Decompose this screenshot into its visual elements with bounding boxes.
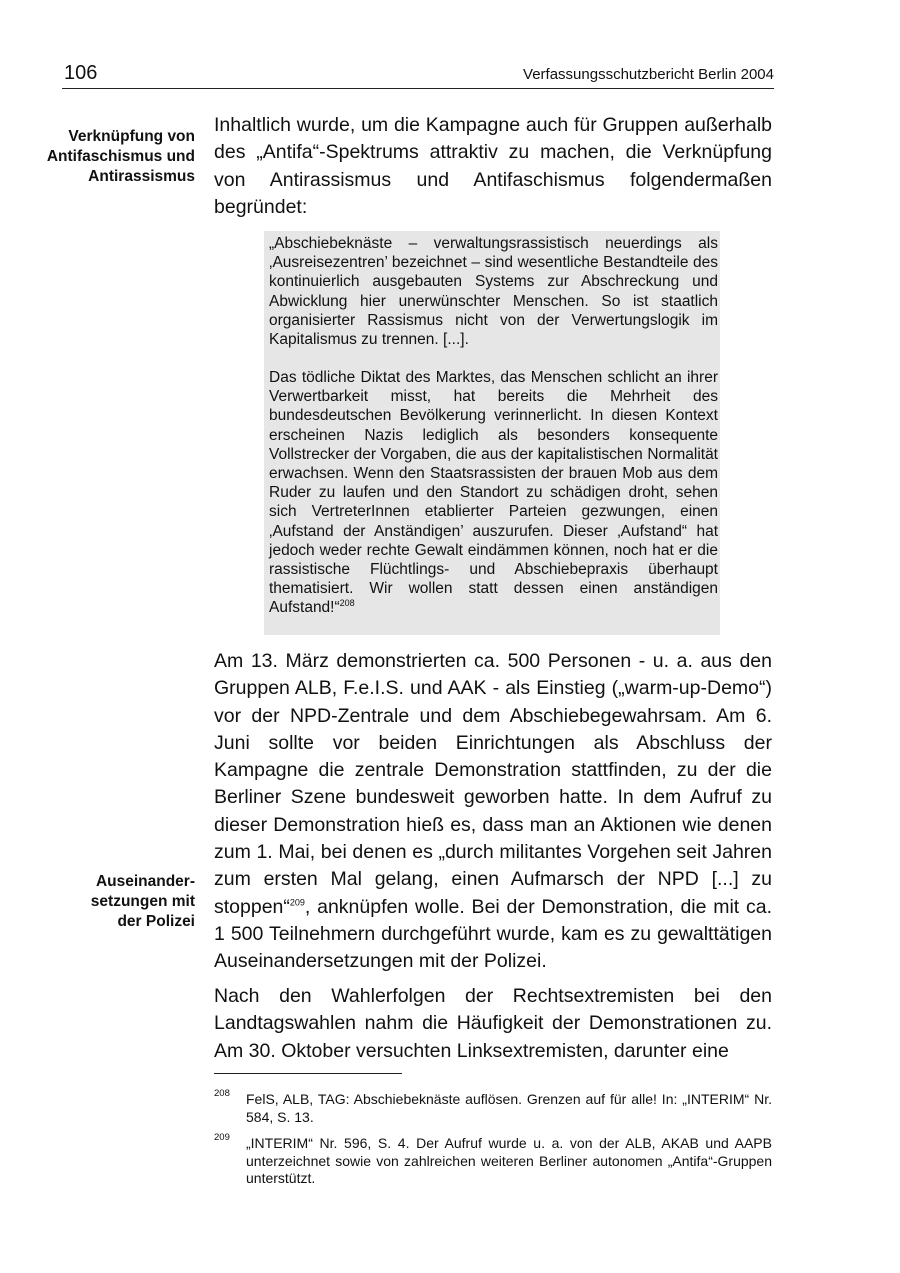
page-number: 106: [64, 62, 98, 84]
footnote-separator: [214, 1073, 402, 1074]
body-paragraph-demonstrations-cont: , anknüpfen wolle. Bei der Demonstration, die mit ca. 1 500 Teilnehmern durchgeführt wurde, kam es zu gewalttätigen Auseinandersetzungen mit der Polizei.: [214, 895, 772, 973]
footnote-number-209: 209: [214, 1132, 230, 1143]
footnote-208: FelS, ALB, TAG: Abschiebeknäste auflösen. Grenzen auf für alle! In: „INTERIM“ Nr. 584, S. 13.: [246, 1091, 772, 1125]
quote-paragraph-2-text: Das tödliche Diktat des Marktes, das Menschen schlicht an ihrer Verwertbarkeit misst, hat bereits die Mehrheit des bundesdeutschen Bevölkerung verinnerlicht. In diesen Kontext erscheinen Nazis lediglich als besonders konsequente Vollstrecker der Vorgaben, die aus der kapitalistischen Normalität erwachsen. Wenn den Staatsrassisten der brauen Mob aus dem Ruder zu laufen und den Standort zu schädigen droht, sehen sich VertreterInnen etablierter Parteien gezwungen, einen ‚Aufstand der Anständigen’ auszurufen. Dieser ‚Aufstand“ hat jedoch weder rechte Gewalt eindämmen können, noch hat er die rassistische Flüchtlings- und Abschiebepraxis überhaupt thematisiert. Wir wollen statt dessen einen anständigen Aufstand!“: [269, 369, 718, 617]
block-quote: [264, 231, 720, 635]
footnote-209: „INTERIM“ Nr. 596, S. 4. Der Aufruf wurde u. a. von der ALB, AKAB und AAPB unterzeichnet sowie von zahlreichen weiteren Berliner autonomen „Antifa“-Gruppen unterstützt.: [246, 1135, 772, 1186]
page-header: [62, 60, 774, 89]
margin-note-polizei: Auseinander- setzungen mit der Polizei: [90, 873, 195, 930]
footnote-ref-209[interactable]: 209: [289, 897, 305, 908]
body-paragraph-wahlerfolge: Nach den Wahlerfolgen der Rechtsextremisten bei den Landtagswahlen nahm die Häufigkeit der Demonstrationen zu. Am 30. Oktober versuchten Linksextremisten, darunter eine: [214, 985, 772, 1062]
body-paragraph-demonstrations: [214, 648, 772, 976]
quote-paragraph-1: „Abschiebeknäste – verwaltungsrassistisch neuerdings als ‚Ausreisezentren’ bezeichnet – sind wesentliche Bestandteile des kontinuierlich ausgebauten Systems zur Abschreckung und Abwicklung hier unerwünschter Menschen. So ist staatlich organisierter Rassismus nicht von der Verwertungslogik im Kapitalismus zu trennen. [...].: [269, 235, 718, 349]
footnote-number-208: 208: [214, 1088, 230, 1099]
running-title: Verfassungsschutzbericht Berlin 2004: [523, 66, 774, 83]
intro-paragraph: Inhaltlich wurde, um die Kampagne auch für Gruppen außerhalb des „Antifa“-Spektrums attraktiv zu machen, die Verknüpfung von Antirassismus und Antifaschismus folgendermaßen begründet:: [214, 114, 772, 218]
footnote-ref-208[interactable]: 208: [339, 598, 355, 609]
margin-note-antifa-antirassismus: Verknüpfung von Antifaschismus und Antirassismus: [46, 128, 195, 185]
quote-paragraph-2: [269, 368, 718, 618]
body-paragraph-demonstrations-text: Am 13. März demonstrierten ca. 500 Personen - u. a. aus den Gruppen ALB, F.e.I.S. und AAK - als Einstieg („warm-up-Demo“) vor der NPD-Zentrale und dem Abschiebegewahrsam. Am 6. Juni sollte vor beiden Einrichtungen als Abschluss der Kampagne die zentrale Demonstration stattfinden, zu der die Berliner Szene bundesweit geworben hatte. In dem Aufruf zu dieser Demonstration hieß es, dass man an Aktionen wie denen zum 1. Mai, bei denen es „durch militantes Vorgehen seit Jahren zum ersten Mal gelang, einen Aufmarsch der NPD [...] zu stoppen“: [214, 650, 772, 918]
